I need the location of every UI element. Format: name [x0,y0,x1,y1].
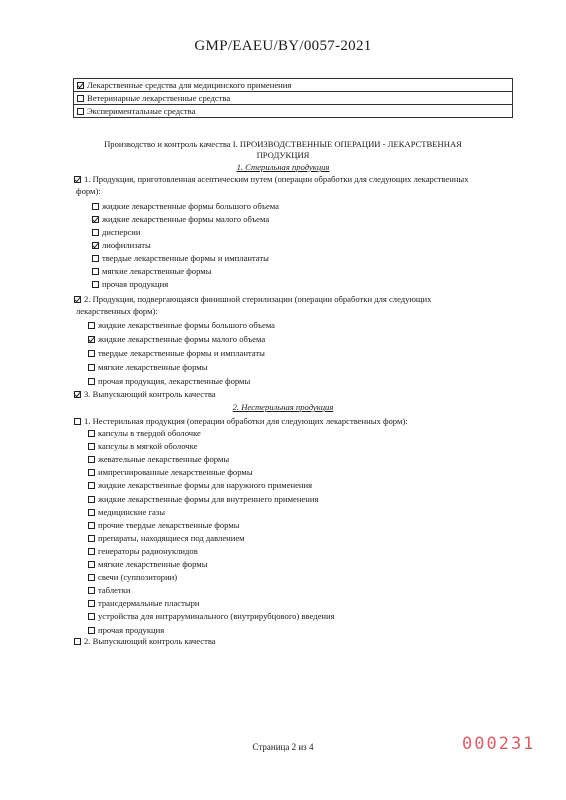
drug-type-label: Ветеринарные лекарственные средства [87,93,231,103]
checkbox[interactable] [88,322,95,329]
checkbox[interactable] [88,443,95,450]
nonsterile-option [74,416,408,426]
item-label: прочая продукция, лекарственные формы [98,376,251,386]
nonsterile-heading: 2. Нестерильная продукция [232,402,334,412]
item-label: генераторы радионуклидов [98,545,198,556]
nonsterile-item [88,467,253,477]
aseptic-item [92,227,141,237]
checkbox[interactable] [74,418,81,425]
batch-release-label: 2. Выпускающий контроль качества [84,636,216,646]
item-label: капсулы в мягкой оболочке [98,441,198,452]
item-label: лиофилизаты [102,240,151,250]
terminal-item [88,348,265,358]
drug-type-row [74,92,513,105]
aseptic-item [92,201,279,211]
nonsterile-item [88,546,198,556]
checkbox[interactable] [74,176,81,183]
checkbox[interactable] [74,296,81,303]
checkbox[interactable] [88,535,95,542]
page-number: Страница 2 из 4 [252,742,314,752]
aseptic-item [92,279,168,289]
nonsterile-item [88,494,318,504]
item-label: свечи (суппозитории) [98,572,178,583]
checkbox[interactable] [77,108,84,115]
section-title: Производство и контроль качества I. ПРОИЗВОДСТВЕННЫЕ ОПЕРАЦИИ - ЛЕКАРСТВЕННАЯ [104,139,462,149]
aseptic-label-cont: форм): [76,186,101,196]
checkbox[interactable] [88,548,95,555]
drug-type-label: Лекарственные средства для медицинского применения [87,80,292,90]
aseptic-item [92,253,269,263]
checkbox[interactable] [88,574,95,581]
item-label: препараты, находящиеся под давлением [98,532,245,543]
item-label: трансдермальные пластыри [98,598,200,609]
checkbox[interactable] [88,496,95,503]
item-label: прочая продукция [98,624,165,635]
checkbox[interactable] [88,509,95,516]
nonsterile-item [88,572,177,582]
terminal-option [74,294,431,304]
item-label: жидкие лекарственные формы большого объема [98,320,275,330]
checkbox[interactable] [74,638,81,645]
nonsterile-item [88,480,312,490]
section-title-cont: ПРОДУКЦИЯ [256,150,310,160]
checkbox[interactable] [92,203,99,210]
item-label: капсулы в твердой оболочке [98,428,201,438]
item-label: жидкие лекарственные формы большого объема [102,201,279,211]
item-label: жидкие лекарственные формы для внутреннего применения [98,493,319,504]
checkbox[interactable] [88,378,95,385]
item-label: медицинские газы [98,506,165,517]
nonsterile-item [88,441,197,451]
drug-type-row [74,79,513,92]
aseptic-option [74,174,469,184]
checkbox[interactable] [88,587,95,594]
item-label: импрегнированные лекарственные формы [98,467,253,478]
nonsterile-item [88,598,200,608]
item-label: мягкие лекарственные формы [98,559,208,569]
aseptic-label: 1. Продукция, приготовленная асептическим путем (операции обработки для следующих лекарственных [84,174,469,184]
checkbox[interactable] [88,627,95,634]
item-label: мягкие лекарственные формы [102,266,212,276]
checkbox[interactable] [92,242,99,249]
checkbox[interactable] [92,268,99,275]
item-label: дисперсии [102,227,141,237]
nonsterile-item [88,559,207,569]
item-label: таблетки [98,585,131,596]
item-label: устройства для интраруминального (внутрирубцового) введения [98,611,335,622]
checkbox[interactable] [88,600,95,607]
terminal-label: 2. Продукция, подвергающаяся финишной стерилизации (операции обработки для следующих [84,294,432,304]
drug-type-table [73,78,513,118]
aseptic-item [92,240,151,250]
aseptic-item [92,214,269,224]
item-label: мягкие лекарственные формы [98,362,208,372]
drug-type-row [74,105,513,118]
checkbox[interactable] [88,456,95,463]
item-label: твердые лекарственные формы и имплантаты [102,253,269,263]
sterile-heading: 1. Стерильная продукция [236,162,330,172]
checkbox[interactable] [92,216,99,223]
nonsterile-label: 1. Нестерильная продукция (операции обработки для следующих лекарственных форм): [84,416,408,426]
checkbox[interactable] [92,229,99,236]
item-label: прочие твердые лекарственные формы [98,519,240,530]
nonsterile-item [88,533,245,543]
checkbox[interactable] [88,613,95,620]
item-label: жидкие лекарственные формы для наружного применения [98,480,313,491]
nonsterile-item [88,507,165,517]
nonsterile-item [88,454,229,464]
nonsterile-item [88,611,335,621]
checkbox[interactable] [88,350,95,357]
item-label: твердые лекарственные формы и имплантаты [98,348,265,358]
checkbox[interactable] [88,430,95,437]
item-label: прочая продукция [102,279,169,289]
checkbox[interactable] [88,469,95,476]
terminal-label-cont: лекарственных форм): [76,306,158,316]
checkbox[interactable] [88,336,95,343]
checkbox[interactable] [77,95,84,102]
aseptic-item [92,266,211,276]
batch-release-label: 3. Выпускающий контроль качества [84,389,216,399]
drug-type-label: Экспериментальные средства [87,106,196,116]
batch-release-option [74,389,216,399]
nonsterile-item [88,625,164,635]
terminal-item [88,334,265,344]
terminal-item [88,376,250,386]
terminal-item [88,362,207,372]
checkbox[interactable] [88,482,95,489]
checkbox[interactable] [77,82,84,89]
item-label: жидкие лекарственные формы малого объема [98,334,266,344]
batch-release-option [74,636,216,646]
item-label: жевательные лекарственные формы [98,454,230,465]
checkbox[interactable] [88,364,95,371]
checkbox[interactable] [92,281,99,288]
checkbox[interactable] [88,522,95,529]
nonsterile-item [88,520,240,530]
nonsterile-item [88,585,130,595]
checkbox[interactable] [88,561,95,568]
item-label: жидкие лекарственные формы малого объема [102,214,270,224]
serial-number-stamp: 000231 [462,734,536,754]
terminal-item [88,320,275,330]
checkbox[interactable] [92,255,99,262]
checkbox[interactable] [74,391,81,398]
certificate-code: GMP/EAEU/BY/0057-2021 [194,38,372,54]
nonsterile-item [88,428,201,438]
